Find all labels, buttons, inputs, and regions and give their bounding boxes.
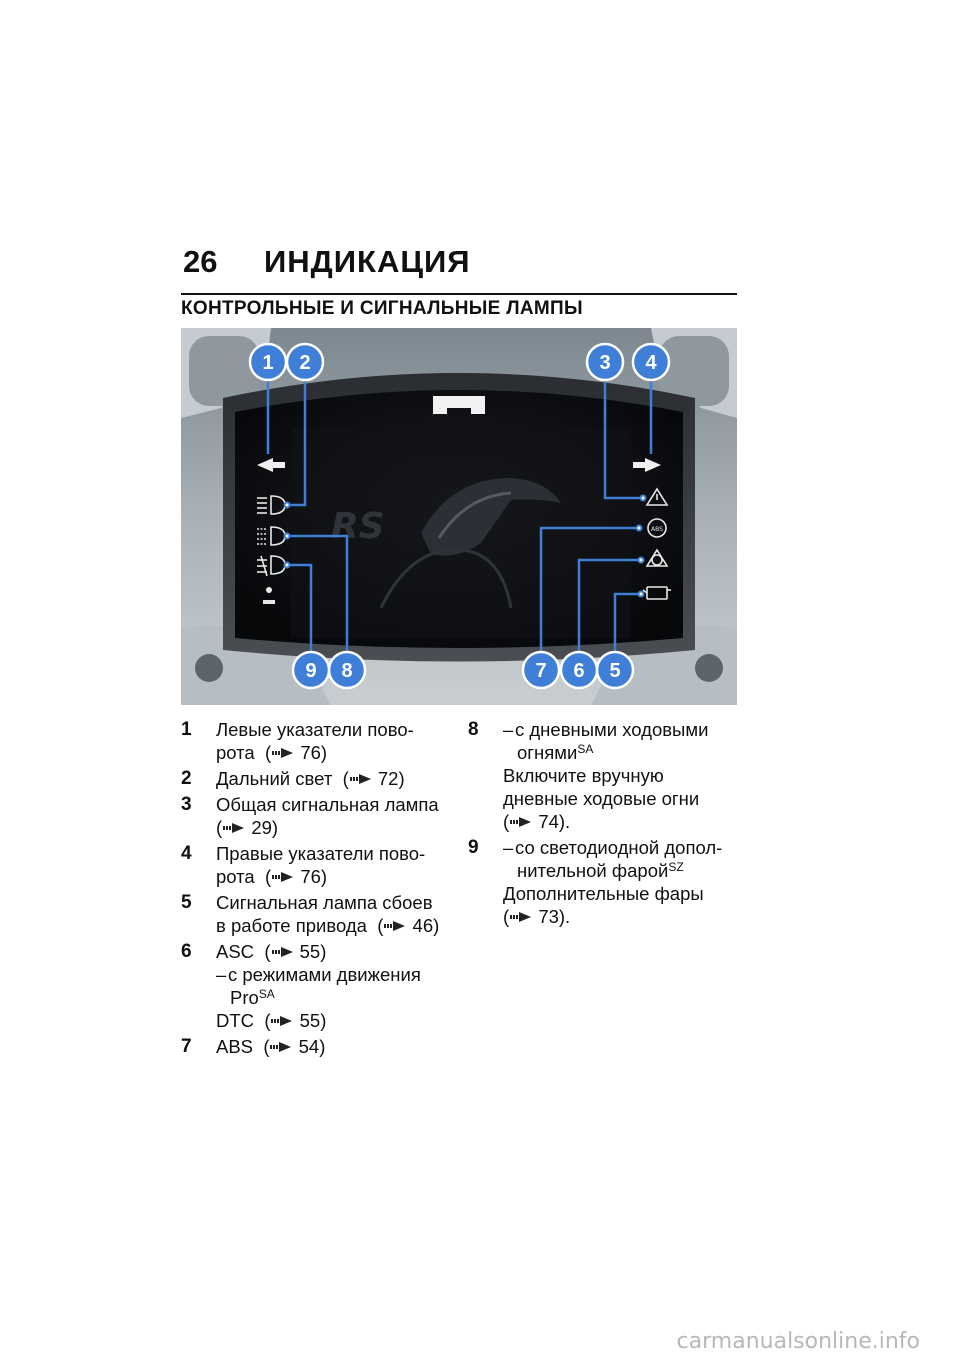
reference-arrow-icon [271,946,295,958]
page-reference[interactable]: ( 72) [342,768,405,789]
option-text: огнями [517,742,578,763]
legend-number: 3 [181,794,192,815]
legend-number: 9 [468,837,479,858]
svg-text:7: 7 [535,660,547,682]
legend-text: Общая сигнальная лампа [216,794,439,815]
page-reference[interactable]: ( 54) [263,1036,326,1057]
legend-left-column [181,718,451,1061]
legend-text: DTC [216,1010,255,1031]
page-reference[interactable]: ( 76) [265,742,328,763]
legend-item-6 [181,940,451,1032]
reference-arrow-icon [509,816,533,828]
equipment-code: SA [258,987,275,1001]
option-text: с дневными ходовыми [515,719,709,740]
legend-item-7 [181,1035,451,1058]
legend-number: 1 [181,719,192,740]
legend-number: 2 [181,768,192,789]
reference-arrow-icon [509,911,533,923]
legend-number: 4 [181,843,192,864]
reference-arrow-icon [222,822,246,834]
callout-7 [523,652,559,688]
legend-item-2 [181,767,451,790]
header-rule [181,293,737,295]
dash-marker: – [216,964,227,985]
option-text: с режимами движения [228,964,421,985]
legend-text: Дальний свет [216,768,333,789]
reference-arrow-icon [349,773,373,785]
legend-text: Левые указатели пово- [216,719,414,740]
legend-item-8 [468,718,738,833]
page-reference[interactable]: ( 76) [265,866,328,887]
legend-text: Правые указатели пово- [216,843,426,864]
page-reference[interactable]: ( 29) [216,817,279,838]
svg-text:9: 9 [305,660,317,682]
page-reference[interactable]: ( 73). [503,906,571,927]
equipment-code: SZ [668,860,684,874]
legend-text: дневные ходовые огни [503,788,700,809]
legend-text: Включите вручную [503,765,664,786]
reference-arrow-icon [270,1015,294,1027]
legend-item-1 [181,718,451,764]
legend-number: 7 [181,1036,192,1057]
callout-2 [287,344,323,380]
page-reference[interactable]: ( 55) [264,941,327,962]
callout-1 [250,344,286,380]
svg-text:2: 2 [299,352,311,374]
abs-icon-label: ABS [651,526,663,533]
section-title: КОНТРОЛЬНЫЕ И СИГНАЛЬНЫЕ ЛАМПЫ [181,298,583,319]
legend-text: ABS [216,1036,254,1057]
option-text: со светодиодной допол- [515,837,723,858]
legend-text: ASC [216,941,255,962]
page-number: 26 [183,244,218,279]
page-reference[interactable]: ( 55) [264,1010,327,1031]
page-reference[interactable]: ( 74). [503,811,571,832]
svg-text:1: 1 [262,352,274,374]
legend-text: Сигнальная лампа сбоев [216,892,433,913]
dash-marker: – [503,837,514,858]
chapter-title: ИНДИКАЦИЯ [264,244,471,279]
callout-3 [587,344,623,380]
reference-arrow-icon [269,1041,293,1053]
callout-5 [597,652,633,688]
watermark: carmanualsonline.info [676,1329,920,1354]
reference-arrow-icon [271,871,295,883]
callout-8 [329,652,365,688]
instrument-cluster-figure [181,328,737,705]
svg-text:4: 4 [645,352,657,374]
legend-right-column [468,718,738,931]
legend-text: в работе привода [216,915,367,936]
svg-text:5: 5 [609,660,621,682]
option-text: Pro [230,987,259,1008]
reference-arrow-icon [383,920,407,932]
legend-number: 8 [468,719,479,740]
option-text: нительной фарой [517,860,669,881]
svg-text:6: 6 [573,660,585,682]
callout-4 [633,344,669,380]
legend-text: рота [216,742,255,763]
legend-text: рота [216,866,255,887]
page-reference[interactable]: ( 46) [377,915,440,936]
legend-item-3 [181,793,451,839]
legend-item-4 [181,842,451,888]
legend-item-5 [181,891,451,937]
legend-item-9 [468,836,738,928]
screen-logo: RS [331,506,385,547]
legend-number: 5 [181,892,192,913]
legend-number: 6 [181,941,192,962]
equipment-code: SA [577,742,594,756]
callout-9 [293,652,329,688]
svg-text:3: 3 [599,352,611,374]
reference-arrow-icon [271,747,295,759]
svg-text:8: 8 [341,660,353,682]
dash-marker: – [503,719,514,740]
legend-text: Дополнительные фары [503,883,704,904]
callout-6 [561,652,597,688]
